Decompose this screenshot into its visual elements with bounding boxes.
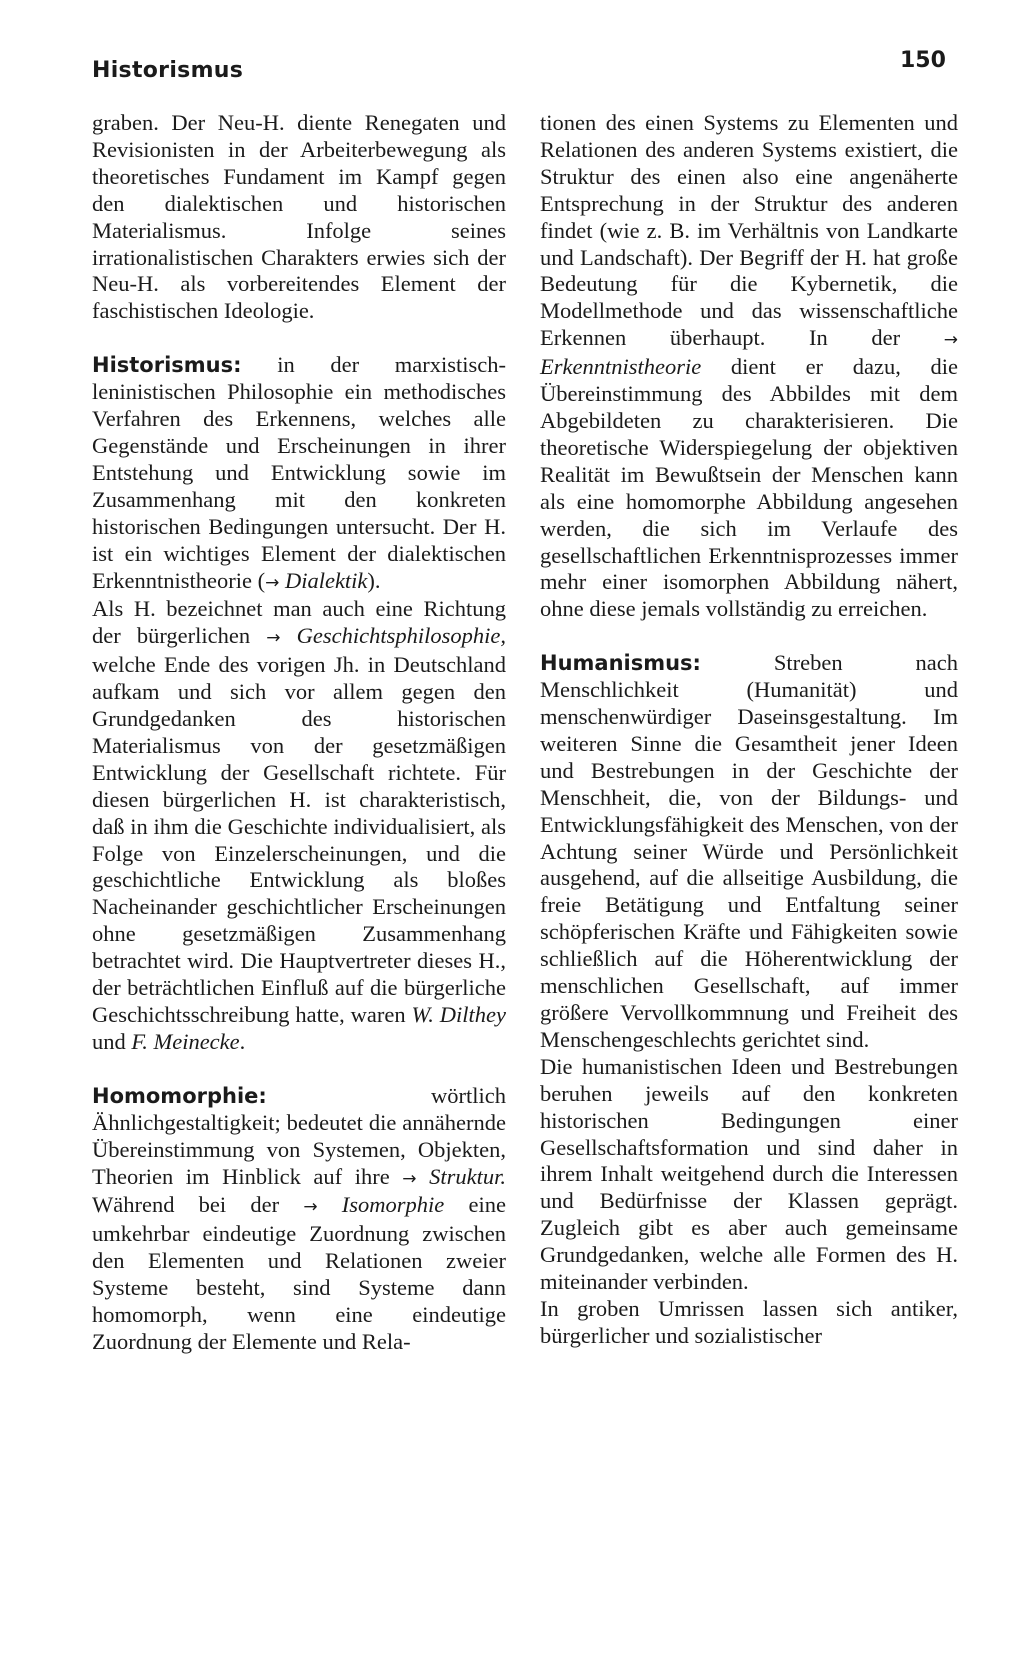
entry-humanismus xyxy=(540,650,958,1054)
cross-reference-arrow-icon: → xyxy=(303,1197,318,1218)
cross-reference-arrow-icon: → xyxy=(402,1168,417,1189)
entry-text: tionen des einen Systems zu Elementen und Relationen des anderen Systems existiert, die Struktur des einen also eine angenäherte Entsprechung in der Struktur des anderen findet (wie z. B. im Verhältnis von Landkarte und Landschaft). Der Begriff der H. hat große Bedeutung für die Kybernetik, die Modellmethode und das wissenschaftliche Erkennen überhaupt. In der xyxy=(540,110,958,351)
page-number: 150 xyxy=(900,48,946,73)
paragraph-continuation: graben. Der Neu-H. diente Renegaten und Revisionisten in der Arbeiterbewegung als theoretisches Fundament im Kampf gegen den dialektischen und historischen Materialismus. Infolge seines irrationalistischen Charakters erwies sich der Neu-H. als vorbereitendes Element der faschistischen Ideologie. xyxy=(92,110,506,324)
entry-text: dient er dazu, die Übereinstimmung des Abbildes mit dem Abgebildeten zu charakterisieren. Die theoretische Widerspiegelung der objektiven Realität im Bewußtsein der Menschen kann als eine homomorphe Abbildung angesehen werden, die sich im Verlaufe des gesellschaftlichen Erkenntnisprozesses immer mehr einer isomorphen Abbildung nähert, ohne diese jemals vollständig zu erreichen. xyxy=(540,354,958,622)
person-name: F. Meinecke xyxy=(131,1028,240,1054)
entry-historismus-paragraph xyxy=(92,596,506,1055)
entry-term: Homomorphie: xyxy=(92,1083,267,1108)
entry-humanismus-paragraph: Die humanistischen Ideen und Bestrebungen beruhen jeweils auf den konkreten historischen Bedingungen einer Gesellschaftsformation und sind daher in ihrem Inhalt weitgehend durch die Interessen und Bedürfnisse der Klassen geprägt. Zugleich gibt es aber auch gemeinsame Grundgedanken, welche alle Formen des H. miteinander verbinden. xyxy=(540,1053,958,1295)
entry-text: welche Ende des vorigen Jh. in Deutschland aufkam und sich vor allem gegen den Grundgedanken des historischen Materialismus von der gesetzmäßigen Entwicklung der Gesellschaft richtete. Für diesen bürgerlichen H. ist charakteristisch, daß in ihm die Geschichte individualisiert, als Folge von Einzelerscheinungen, und die geschichtliche Entwicklung als bloßes Nacheinander geschichtlicher Erscheinungen ohne gesetzmäßigen Zusammenhang betrachtet wird. Die Hauptvertreter dieses H., der beträchtlichen Einfluß auf die bürgerliche Geschichtsschreibung hatte, waren xyxy=(92,652,506,1027)
cross-reference-arrow-icon: → xyxy=(266,628,281,649)
entry-term: Humanismus: xyxy=(540,651,701,676)
entry-humanismus-paragraph: In groben Umrissen lassen sich antiker, bürgerlicher und sozialistischer xyxy=(540,1295,958,1348)
entry-homomorphie-continuation xyxy=(540,110,958,623)
person-name: W. Dilthey xyxy=(411,1002,507,1027)
entry-text: in der marxistisch-leninistischen Philosophie ein methodisches Verfahren des Erkennens, welches alle Gegenstände und Erscheinungen in ihrer Entstehung und Entwicklung sowie im Zusammenhang mit den konkreten historischen Bedingungen untersucht. Der H. ist ein wichtiges Element der dialektischen Erkenntnistheorie ( xyxy=(92,352,506,593)
entry-text: Während bei der xyxy=(92,1192,304,1218)
entry-text: Als H. bezeichnet man auch eine Richtung der bürgerlichen xyxy=(92,596,506,649)
entry-text: ). xyxy=(367,567,381,593)
cross-reference-link[interactable]: Erkenntnistheorie xyxy=(540,354,702,380)
right-column xyxy=(540,110,958,1350)
cross-reference-link[interactable]: Struktur. xyxy=(416,1163,506,1189)
cross-reference-arrow-icon: → xyxy=(265,572,280,593)
entry-text: wörtlich Ähnlichgestaltigkeit; bedeutet die annähernde Übereinstimmung von Systemen, Objekten, Theorien im Hinblick auf ihre xyxy=(92,1082,506,1189)
entry-text: Streben nach Menschlichkeit (Humanität) und menschenwürdiger Daseinsgestaltung. Im weiteren Sinne die Gesamtheit jener Ideen und Bestrebungen in der Geschichte der Menschheit, die, von der Bildungs- und Entwicklungsfähigkeit des Menschen, von der Achtung seiner Würde und Persönlichkeit ausgehend, auf die allseitige Ausbildung, die freie Betätigung und Entfaltung seiner schöpferischen Kräfte und Fähigkeiten sowie schließlich auf die Höherentwicklung der menschlichen Gesellschaft, auf immer größere Vervollkommnung und Freiheit des Menschengeschlechts gerichtet sind. xyxy=(540,650,958,1052)
cross-reference-link[interactable]: Dialektik xyxy=(279,567,368,593)
entry-text: . xyxy=(239,1028,246,1054)
cross-reference-link[interactable]: Geschichtsphilosophie, xyxy=(280,623,506,649)
entry-text: und xyxy=(92,1028,132,1054)
cross-reference-arrow-icon: → xyxy=(943,330,958,351)
entry-term: Historismus: xyxy=(92,353,242,378)
left-column xyxy=(92,110,506,1356)
entry-historismus xyxy=(92,352,506,596)
cross-reference-link[interactable]: Isomorphie xyxy=(317,1192,445,1218)
entry-text: eine umkehrbar eindeutige Zuordnung zwischen den Elementen und Relationen zweier Systeme besteht, sind Systeme dann homomorph, wenn eine eindeutige Zuordnung der Elemente und Rela- xyxy=(92,1192,506,1354)
running-head: Historismus xyxy=(92,58,244,83)
entry-homomorphie xyxy=(92,1083,506,1356)
